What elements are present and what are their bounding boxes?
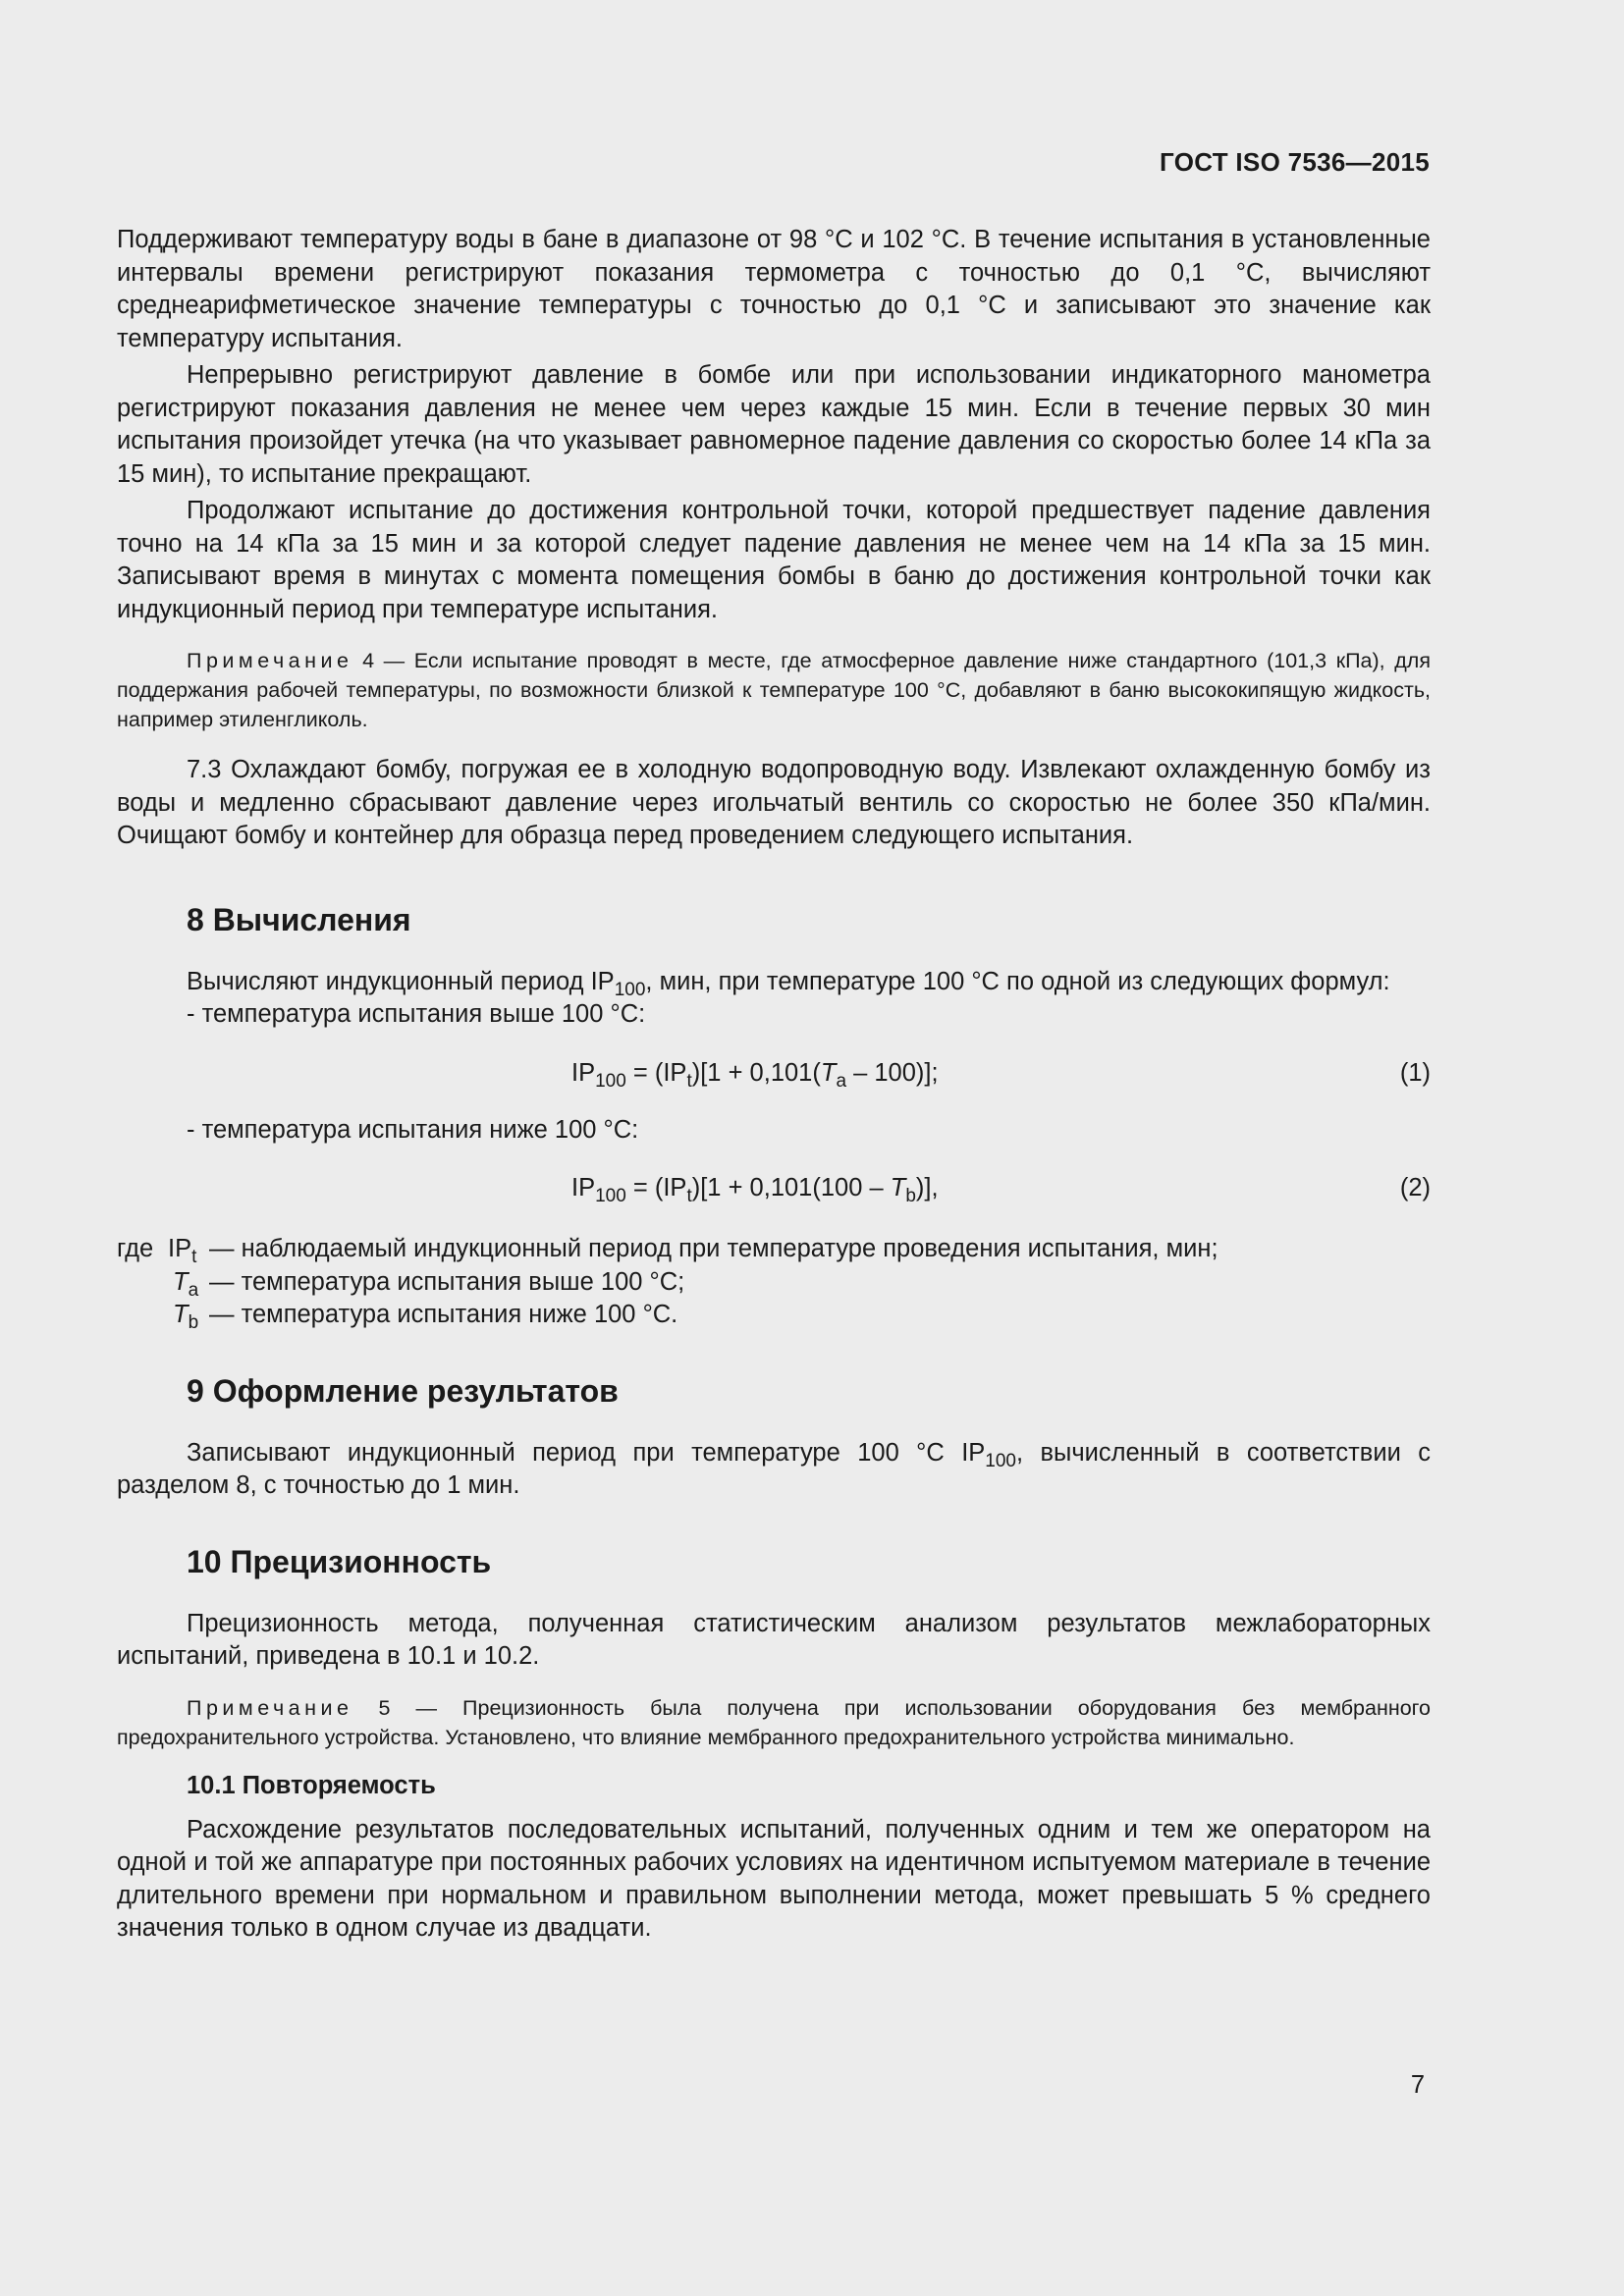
formula-2-number: (2) [1399,1174,1431,1201]
formula-2 [117,1168,1431,1207]
formula-1-number: (1) [1399,1058,1431,1087]
section-8-intro: Вычисляют индукционный период $IP_{100}$, мин, при температуре 100 °С по одной из следующих формул: [187,967,1390,1000]
list-item-below-100: - температура испытания ниже 100 °С: [187,1115,639,1144]
formula-2-expression: $IP_{100} = (IP_t)[1 + 0,101(100 - T_b)]$, [571,1174,939,1206]
where-t-a: $T_a$ — температура испытания выше 100 °С; [173,1267,685,1301]
standard-header: ГОСТ ISO 7536—2015 [1160,147,1430,177]
section-10-title: 10 Прецизионность [187,1543,492,1579]
note-label: Примечание [187,1695,353,1720]
page-content [117,224,1431,1946]
paragraph-pressure-recording: Непрерывно регистрируют давление в бомбе или при использовании индикаторного манометра регистрируют показания давления не менее чем через каждые 15 мин. Если в течение первых 30 мин испытания произойдет утечка (на что указывает равномерное падение давления со скоростью более 14 кПа за 15 мин), то испытание прекращают. [117,361,1431,488]
paragraph-control-point: Продолжают испытание до достижения контрольной точки, которой предшествует падение давления точно на 14 кПа за 15 мин и за которой следует падение давления не менее чем на 14 кПа за 15 мин. Записывают время в минутах с момента помещения бомбы в баню до достижения контрольной точки как индукционный период при температуре испытания. [117,497,1431,623]
section-9-title: 9 Оформление результатов [187,1372,619,1409]
formula-1 [117,1053,1431,1093]
where-ip-t: где $IP_t$ — наблюдаемый индукционный период при температуре проведения испытания, мин; [117,1235,1218,1267]
section-10-text: Прецизионность метода, полученная статистическим анализом результатов межлабораторных испытаний, приведена в 10.1 и 10.2. [117,1609,1431,1670]
formula-1-expression: $IP_{100} = (IP_t)[1 + 0,101(T_a - 100)]$; [571,1058,939,1092]
note-text: 4 — Если испытание проводят в месте, где атмосферное давление ниже стандартного (101,3 кПа), для поддержания рабочей температуры, по возможности близкой к температуре 100 °С, добавляют в баню высококипящую жидкость, например этиленгликоль. [117,649,1431,731]
subsection-10-1-text: Расхождение результатов последовательных испытаний, полученных одним и тем же оператором на одной и той же аппаратуре при постоянных рабочих условиях на идентичном испытуемом материале в течение длительного времени при нормальном и правильном выполнении метода, может превышать 5 % среднего значения только в одном случае из двадцати. [117,1815,1431,1942]
page-number: 7 [1410,2071,1425,2099]
section-9-text: Записывают индукционный период при температуре 100 °С $IP_{100}$, вычисленный в соответствии с разделом 8, с точностью до 1 мин. [117,1438,1431,1499]
where-t-b: $T_b$ — температура испытания ниже 100 °С. [173,1301,678,1333]
note-text: 5 — Прецизионность была получена при использовании оборудования без мембранного предохранительного устройства. Установлено, что влияние мембранного предохранительного устройства минимально. [117,1695,1431,1749]
section-8-title: 8 Вычисления [187,901,411,937]
note-4 [117,646,1431,734]
list-item-above-100: - температура испытания выше 100 °С: [187,1000,646,1028]
subsection-10-1-title: 10.1 Повторяемость [187,1771,436,1799]
note-5 [117,1693,1431,1752]
where-block [117,1233,1431,1332]
note-label: Примечание [187,649,353,672]
paragraph-bath-temperature: Поддерживают температуру воды в бане в диапазоне от 98 °С и 102 °С. В течение испытания в установленные интервалы времени регистрируют показания термометра с точностью до 0,1 °С, вычисляют среднеарифметическое значение температуры с точностью до 0,1 °С и записывают это значение как температуру испытания. [117,226,1431,352]
paragraph-7-3: 7.3 Охлаждают бомбу, погружая ее в холодную водопроводную воду. Извлекают охлажденную бомбу из воды и медленно сбрасывают давление через игольчатый вентиль со скоростью не более 350 кПа/мин. Очищают бомбу и контейнер для образца перед проведением следующего испытания. [117,756,1431,849]
